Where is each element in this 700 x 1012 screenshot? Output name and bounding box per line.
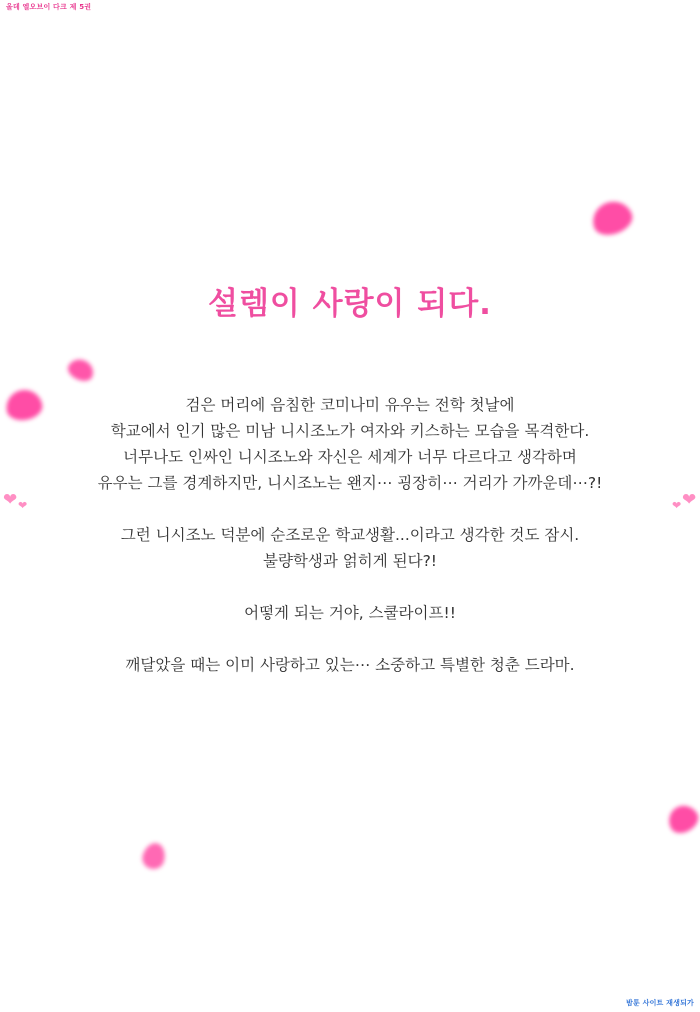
heart-icon: ❤ <box>682 490 697 510</box>
bottom-watermark: 밤툰 사이트 재생되가 <box>626 999 694 1007</box>
petal-decoration <box>65 355 97 384</box>
paragraph-spacer <box>0 626 700 652</box>
petal-decoration <box>140 841 168 872</box>
synopsis-line: 검은 머리에 음침한 코미나미 유우는 전학 첫날에 <box>185 396 515 414</box>
synopsis-line: 학교에서 인기 많은 미남 니시조노가 여자와 키스하는 모습을 목격한다. <box>110 422 590 440</box>
synopsis-line: 너무나도 인싸인 니시조노와 자신은 세계가 너무 다르다고 생각하며 <box>123 448 577 466</box>
heart-icon: ❤ <box>672 499 682 512</box>
synopsis-line: 불량학생과 얽히게 된다?! <box>262 552 438 570</box>
petal-decoration <box>664 800 700 838</box>
synopsis-line: 유우는 그를 경계하지만, 니시조노는 왠지⋯ 굉장히⋯ 거리가 가까운데⋯?! <box>97 474 603 492</box>
synopsis-line: 깨달았을 때는 이미 사랑하고 있는⋯ 소중하고 특별한 청춘 드라마. <box>125 656 575 674</box>
petal-decoration <box>588 196 637 240</box>
heart-icon: ❤ <box>3 490 18 510</box>
synopsis-body <box>0 392 700 678</box>
synopsis-line: 그런 니시조노 덕분에 순조로운 학교생활...이라고 생각한 것도 잠시. <box>120 526 580 544</box>
paragraph-spacer <box>0 496 700 522</box>
heart-icon: ❤ <box>18 499 28 512</box>
paragraph-spacer <box>0 574 700 600</box>
synopsis-line: 어떻게 되는 거야, 스쿨라이프!! <box>244 604 456 622</box>
top-watermark: 올데 엘오브이 다크 제 5권 <box>6 3 92 11</box>
page-title: 설렘이 사랑이 되다. <box>208 286 492 322</box>
